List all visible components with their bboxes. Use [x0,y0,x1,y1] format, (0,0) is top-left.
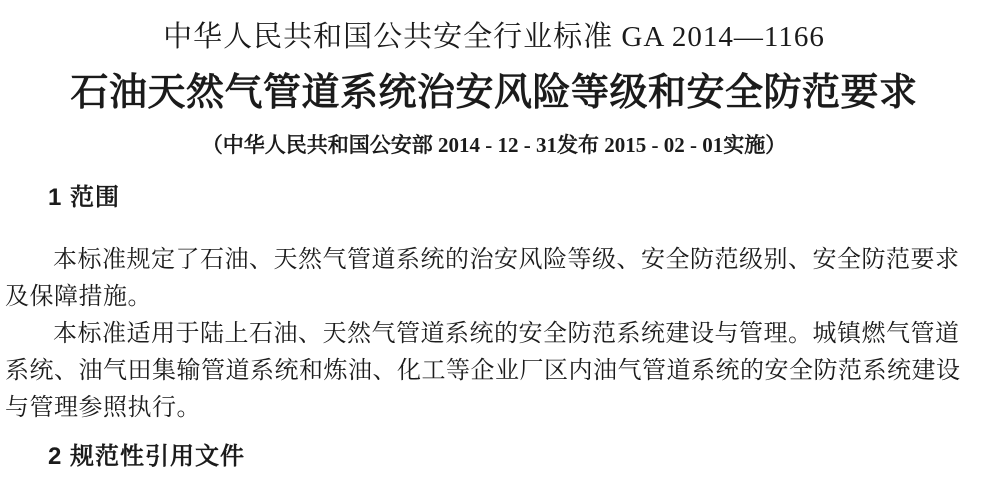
paragraph-line: 本标准适用于陆上石油、天然气管道系统的安全防范系统建设与管理。城镇燃气管道 [53,321,960,347]
section-1-paragraph-2 [0,316,988,427]
paragraph-line: 本标准规定了石油、天然气管道系统的治安风险等级、安全防范级别、安全防范要求 [53,247,960,273]
section-1-paragraph-1 [0,242,988,316]
document-title: 石油天然气管道系统治安风险等级和安全防范要求 [70,72,918,114]
paragraph-line: 系统、油气田集输管道系统和炼油、化工等企业厂区内油气管道系统的安全防范系统建设 [5,358,961,384]
paragraph-line: 与管理参照执行。 [5,395,201,421]
section-1-heading: 1 范围 [48,184,121,211]
section-2-heading: 2 规范性引用文件 [48,443,246,470]
standard-designation: 中华人民共和国公共安全行业标准 GA 2014—1166 [163,21,825,53]
paragraph-line: 及保障措施。 [5,284,152,310]
publication-info: （中华人民共和国公安部 2014 - 12 - 31发布 2015 - 02 - 01实施） [201,133,787,157]
